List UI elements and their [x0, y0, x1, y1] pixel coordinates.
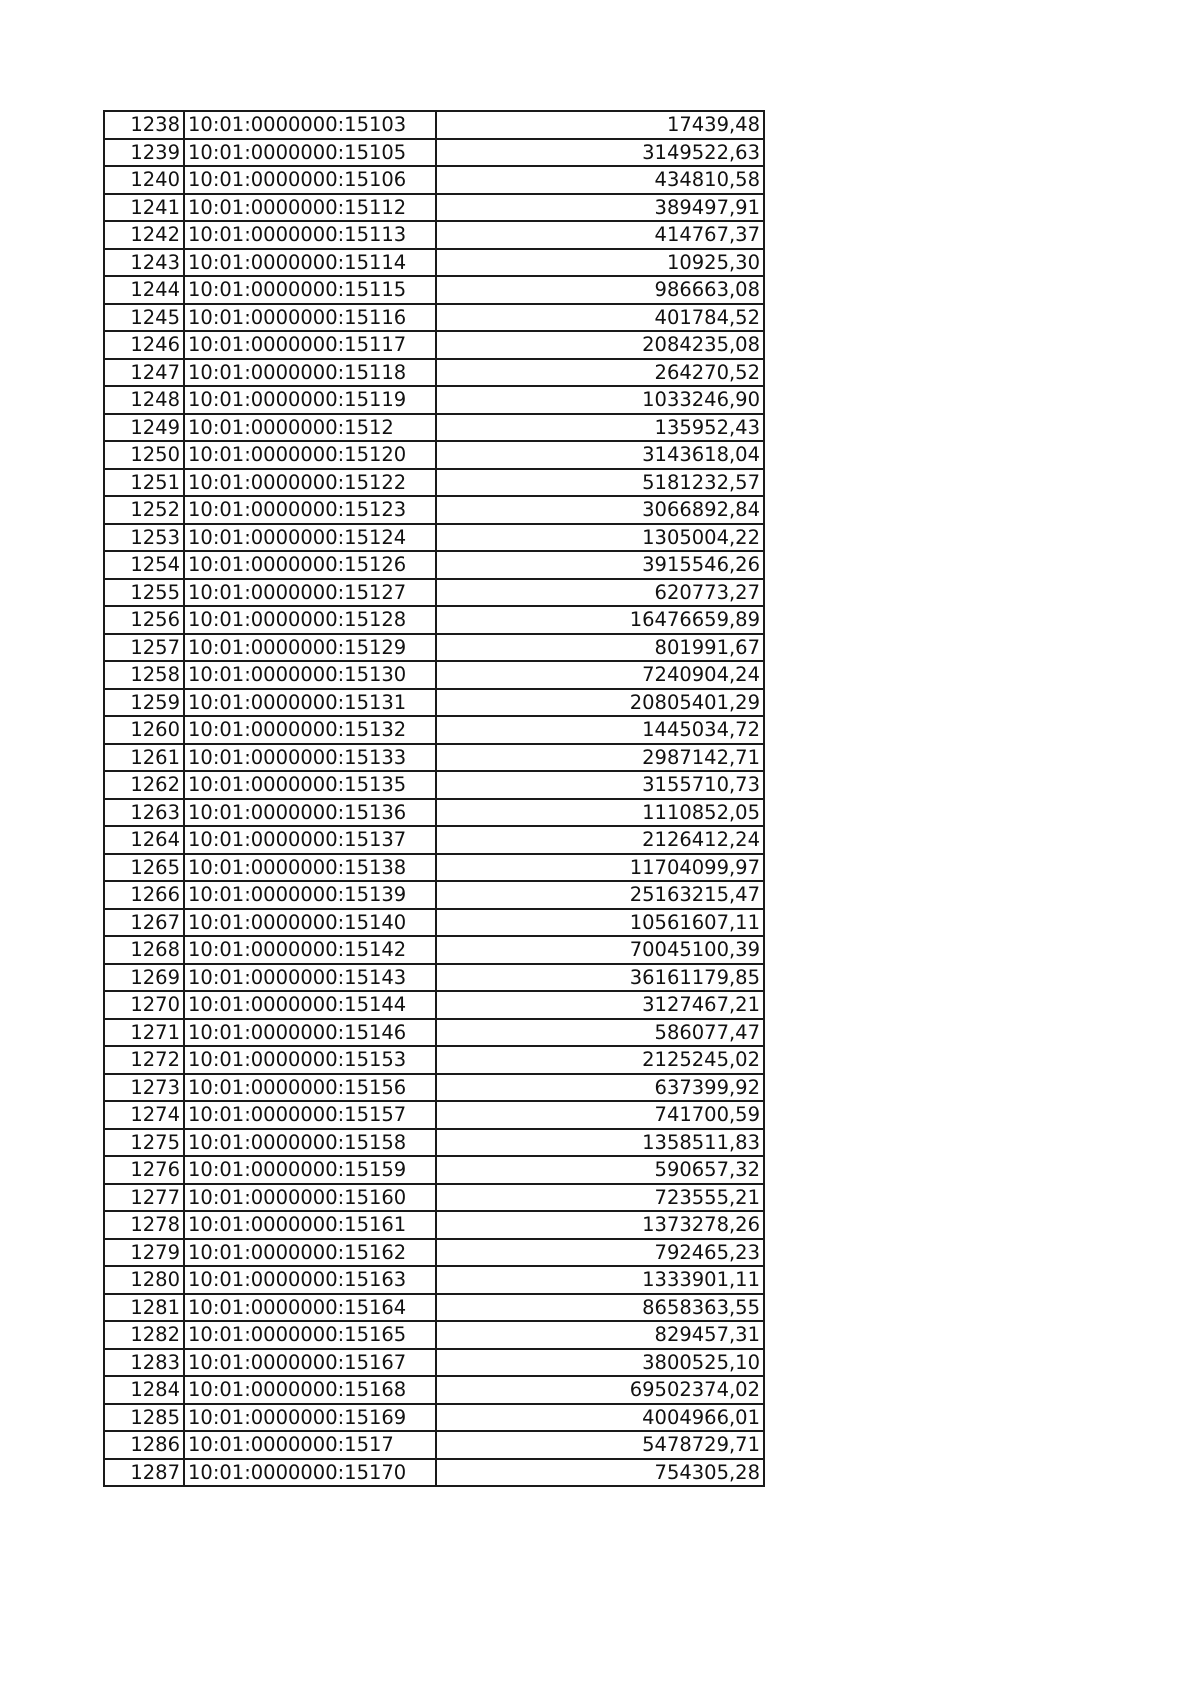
cadastral-value-cell: 586077,47	[436, 1019, 764, 1047]
cadastral-number-cell: 10:01:0000000:15117	[184, 331, 436, 359]
cadastral-number-cell: 10:01:0000000:15139	[184, 881, 436, 909]
cadastral-value-cell: 620773,27	[436, 579, 764, 607]
row-number-cell: 1287	[104, 1459, 184, 1487]
cadastral-value-cell: 801991,67	[436, 634, 764, 662]
cadastral-number-cell: 10:01:0000000:15131	[184, 689, 436, 717]
cadastral-value-cell: 3066892,84	[436, 496, 764, 524]
table-row	[104, 716, 764, 744]
cadastral-number-cell: 10:01:0000000:15136	[184, 799, 436, 827]
cadastral-value-cell: 401784,52	[436, 304, 764, 332]
cadastral-value-cell: 70045100,39	[436, 936, 764, 964]
row-number-cell: 1286	[104, 1431, 184, 1459]
cadastral-value-cell: 20805401,29	[436, 689, 764, 717]
row-number-cell: 1270	[104, 991, 184, 1019]
cadastral-number-cell: 10:01:0000000:15163	[184, 1266, 436, 1294]
cadastral-value-cell: 25163215,47	[436, 881, 764, 909]
cadastral-value-cell: 637399,92	[436, 1074, 764, 1102]
table-row	[104, 744, 764, 772]
cadastral-value-cell: 3143618,04	[436, 441, 764, 469]
table-row	[104, 606, 764, 634]
cadastral-number-cell: 10:01:0000000:15156	[184, 1074, 436, 1102]
cadastral-value-cell: 2084235,08	[436, 331, 764, 359]
cadastral-number-cell: 10:01:0000000:15120	[184, 441, 436, 469]
cadastral-value-cell: 1445034,72	[436, 716, 764, 744]
cadastral-value-cell: 1358511,83	[436, 1129, 764, 1157]
table-row	[104, 826, 764, 854]
row-number-cell: 1241	[104, 194, 184, 222]
table-row	[104, 909, 764, 937]
row-number-cell: 1252	[104, 496, 184, 524]
row-number-cell: 1282	[104, 1321, 184, 1349]
table-row	[104, 854, 764, 882]
row-number-cell: 1268	[104, 936, 184, 964]
cadastral-number-cell: 10:01:0000000:15157	[184, 1101, 436, 1129]
cadastral-value-cell: 3800525,10	[436, 1349, 764, 1377]
row-number-cell: 1285	[104, 1404, 184, 1432]
cadastral-value-cell: 7240904,24	[436, 661, 764, 689]
table-body	[104, 111, 764, 1486]
table-row	[104, 1239, 764, 1267]
table-row	[104, 469, 764, 497]
row-number-cell: 1259	[104, 689, 184, 717]
cadastral-number-cell: 10:01:0000000:15170	[184, 1459, 436, 1487]
table-row	[104, 1184, 764, 1212]
cadastral-number-cell: 10:01:0000000:1512	[184, 414, 436, 442]
cadastral-number-cell: 10:01:0000000:15123	[184, 496, 436, 524]
cadastral-value-cell: 10925,30	[436, 249, 764, 277]
cadastral-number-cell: 10:01:0000000:15113	[184, 221, 436, 249]
cadastral-number-cell: 10:01:0000000:1517	[184, 1431, 436, 1459]
cadastral-value-cell: 8658363,55	[436, 1294, 764, 1322]
cadastral-number-cell: 10:01:0000000:15130	[184, 661, 436, 689]
table-row	[104, 634, 764, 662]
table-row	[104, 386, 764, 414]
row-number-cell: 1239	[104, 139, 184, 167]
cadastral-value-cell: 723555,21	[436, 1184, 764, 1212]
cadastral-value-cell: 3155710,73	[436, 771, 764, 799]
row-number-cell: 1246	[104, 331, 184, 359]
cadastral-number-cell: 10:01:0000000:15135	[184, 771, 436, 799]
row-number-cell: 1263	[104, 799, 184, 827]
cadastral-value-cell: 1110852,05	[436, 799, 764, 827]
cadastral-value-cell: 389497,91	[436, 194, 764, 222]
table-row	[104, 276, 764, 304]
cadastral-value-cell: 16476659,89	[436, 606, 764, 634]
table-row	[104, 166, 764, 194]
table-row	[104, 304, 764, 332]
cadastral-value-cell: 135952,43	[436, 414, 764, 442]
row-number-cell: 1264	[104, 826, 184, 854]
cadastral-number-cell: 10:01:0000000:15106	[184, 166, 436, 194]
cadastral-number-cell: 10:01:0000000:15158	[184, 1129, 436, 1157]
cadastral-value-cell: 11704099,97	[436, 854, 764, 882]
cadastral-value-cell: 36161179,85	[436, 964, 764, 992]
cadastral-number-cell: 10:01:0000000:15169	[184, 1404, 436, 1432]
cadastral-value-cell: 3915546,26	[436, 551, 764, 579]
cadastral-number-cell: 10:01:0000000:15144	[184, 991, 436, 1019]
cadastral-value-cell: 1305004,22	[436, 524, 764, 552]
cadastral-number-cell: 10:01:0000000:15129	[184, 634, 436, 662]
cadastral-value-cell: 2126412,24	[436, 826, 764, 854]
table-row	[104, 524, 764, 552]
table-row	[104, 1376, 764, 1404]
row-number-cell: 1244	[104, 276, 184, 304]
row-number-cell: 1257	[104, 634, 184, 662]
row-number-cell: 1266	[104, 881, 184, 909]
table-row	[104, 139, 764, 167]
row-number-cell: 1275	[104, 1129, 184, 1157]
table-row	[104, 111, 764, 139]
cadastral-value-cell: 10561607,11	[436, 909, 764, 937]
row-number-cell: 1258	[104, 661, 184, 689]
table-row	[104, 496, 764, 524]
row-number-cell: 1269	[104, 964, 184, 992]
cadastral-value-cell: 590657,32	[436, 1156, 764, 1184]
cadastral-number-cell: 10:01:0000000:15126	[184, 551, 436, 579]
table-row	[104, 799, 764, 827]
row-number-cell: 1276	[104, 1156, 184, 1184]
cadastral-number-cell: 10:01:0000000:15137	[184, 826, 436, 854]
cadastral-number-cell: 10:01:0000000:15168	[184, 1376, 436, 1404]
row-number-cell: 1248	[104, 386, 184, 414]
cadastral-value-cell: 17439,48	[436, 111, 764, 139]
row-number-cell: 1283	[104, 1349, 184, 1377]
table-row	[104, 1431, 764, 1459]
table-row	[104, 194, 764, 222]
row-number-cell: 1272	[104, 1046, 184, 1074]
table-row	[104, 881, 764, 909]
table-row	[104, 579, 764, 607]
cadastral-value-cell: 2987142,71	[436, 744, 764, 772]
cadastral-value-cell: 434810,58	[436, 166, 764, 194]
table-row	[104, 331, 764, 359]
table-row	[104, 1046, 764, 1074]
cadastral-number-cell: 10:01:0000000:15160	[184, 1184, 436, 1212]
cadastral-value-cell: 1373278,26	[436, 1211, 764, 1239]
cadastral-value-cell: 4004966,01	[436, 1404, 764, 1432]
cadastral-number-cell: 10:01:0000000:15162	[184, 1239, 436, 1267]
row-number-cell: 1242	[104, 221, 184, 249]
cadastral-number-cell: 10:01:0000000:15142	[184, 936, 436, 964]
row-number-cell: 1279	[104, 1239, 184, 1267]
cadastral-value-cell: 414767,37	[436, 221, 764, 249]
cadastral-number-cell: 10:01:0000000:15161	[184, 1211, 436, 1239]
cadastral-value-cell: 264270,52	[436, 359, 764, 387]
cadastral-number-cell: 10:01:0000000:15159	[184, 1156, 436, 1184]
table-row	[104, 551, 764, 579]
cadastral-number-cell: 10:01:0000000:15140	[184, 909, 436, 937]
cadastral-number-cell: 10:01:0000000:15124	[184, 524, 436, 552]
table-row	[104, 1101, 764, 1129]
row-number-cell: 1267	[104, 909, 184, 937]
row-number-cell: 1253	[104, 524, 184, 552]
cadastral-value-cell: 792465,23	[436, 1239, 764, 1267]
row-number-cell: 1280	[104, 1266, 184, 1294]
cadastral-value-cell: 3149522,63	[436, 139, 764, 167]
row-number-cell: 1265	[104, 854, 184, 882]
table-row	[104, 991, 764, 1019]
table-row	[104, 689, 764, 717]
cadastral-number-cell: 10:01:0000000:15133	[184, 744, 436, 772]
row-number-cell: 1238	[104, 111, 184, 139]
cadastral-value-table	[103, 110, 765, 1487]
row-number-cell: 1250	[104, 441, 184, 469]
row-number-cell: 1281	[104, 1294, 184, 1322]
cadastral-value-cell: 754305,28	[436, 1459, 764, 1487]
table-row	[104, 661, 764, 689]
table-row	[104, 441, 764, 469]
cadastral-value-cell: 5181232,57	[436, 469, 764, 497]
row-number-cell: 1245	[104, 304, 184, 332]
cadastral-value-cell: 1033246,90	[436, 386, 764, 414]
row-number-cell: 1256	[104, 606, 184, 634]
row-number-cell: 1277	[104, 1184, 184, 1212]
table-row	[104, 1211, 764, 1239]
cadastral-number-cell: 10:01:0000000:15165	[184, 1321, 436, 1349]
cadastral-number-cell: 10:01:0000000:15143	[184, 964, 436, 992]
table-row	[104, 964, 764, 992]
cadastral-number-cell: 10:01:0000000:15146	[184, 1019, 436, 1047]
cadastral-number-cell: 10:01:0000000:15122	[184, 469, 436, 497]
cadastral-value-cell: 829457,31	[436, 1321, 764, 1349]
table-row	[104, 1019, 764, 1047]
cadastral-number-cell: 10:01:0000000:15153	[184, 1046, 436, 1074]
row-number-cell: 1261	[104, 744, 184, 772]
row-number-cell: 1274	[104, 1101, 184, 1129]
table-row	[104, 771, 764, 799]
row-number-cell: 1260	[104, 716, 184, 744]
table-row	[104, 1266, 764, 1294]
table-row	[104, 1349, 764, 1377]
row-number-cell: 1255	[104, 579, 184, 607]
table-row	[104, 1321, 764, 1349]
table-row	[104, 1129, 764, 1157]
table-row	[104, 221, 764, 249]
row-number-cell: 1271	[104, 1019, 184, 1047]
cadastral-number-cell: 10:01:0000000:15114	[184, 249, 436, 277]
cadastral-value-cell: 1333901,11	[436, 1266, 764, 1294]
row-number-cell: 1251	[104, 469, 184, 497]
cadastral-number-cell: 10:01:0000000:15127	[184, 579, 436, 607]
table-row	[104, 249, 764, 277]
table-row	[104, 359, 764, 387]
cadastral-number-cell: 10:01:0000000:15128	[184, 606, 436, 634]
row-number-cell: 1262	[104, 771, 184, 799]
table-row	[104, 1459, 764, 1487]
table-row	[104, 1294, 764, 1322]
table-row	[104, 1074, 764, 1102]
row-number-cell: 1284	[104, 1376, 184, 1404]
table-row	[104, 414, 764, 442]
row-number-cell: 1249	[104, 414, 184, 442]
cadastral-value-cell: 741700,59	[436, 1101, 764, 1129]
cadastral-number-cell: 10:01:0000000:15103	[184, 111, 436, 139]
cadastral-number-cell: 10:01:0000000:15118	[184, 359, 436, 387]
row-number-cell: 1273	[104, 1074, 184, 1102]
row-number-cell: 1254	[104, 551, 184, 579]
cadastral-number-cell: 10:01:0000000:15132	[184, 716, 436, 744]
row-number-cell: 1243	[104, 249, 184, 277]
cadastral-number-cell: 10:01:0000000:15116	[184, 304, 436, 332]
table-row	[104, 936, 764, 964]
cadastral-value-cell: 5478729,71	[436, 1431, 764, 1459]
cadastral-number-cell: 10:01:0000000:15164	[184, 1294, 436, 1322]
row-number-cell: 1278	[104, 1211, 184, 1239]
cadastral-number-cell: 10:01:0000000:15115	[184, 276, 436, 304]
cadastral-value-cell: 2125245,02	[436, 1046, 764, 1074]
row-number-cell: 1247	[104, 359, 184, 387]
cadastral-number-cell: 10:01:0000000:15138	[184, 854, 436, 882]
cadastral-number-cell: 10:01:0000000:15167	[184, 1349, 436, 1377]
table-row	[104, 1404, 764, 1432]
cadastral-value-cell: 3127467,21	[436, 991, 764, 1019]
cadastral-number-cell: 10:01:0000000:15119	[184, 386, 436, 414]
table-row	[104, 1156, 764, 1184]
cadastral-value-cell: 69502374,02	[436, 1376, 764, 1404]
cadastral-value-cell: 986663,08	[436, 276, 764, 304]
cadastral-number-cell: 10:01:0000000:15112	[184, 194, 436, 222]
cadastral-number-cell: 10:01:0000000:15105	[184, 139, 436, 167]
row-number-cell: 1240	[104, 166, 184, 194]
